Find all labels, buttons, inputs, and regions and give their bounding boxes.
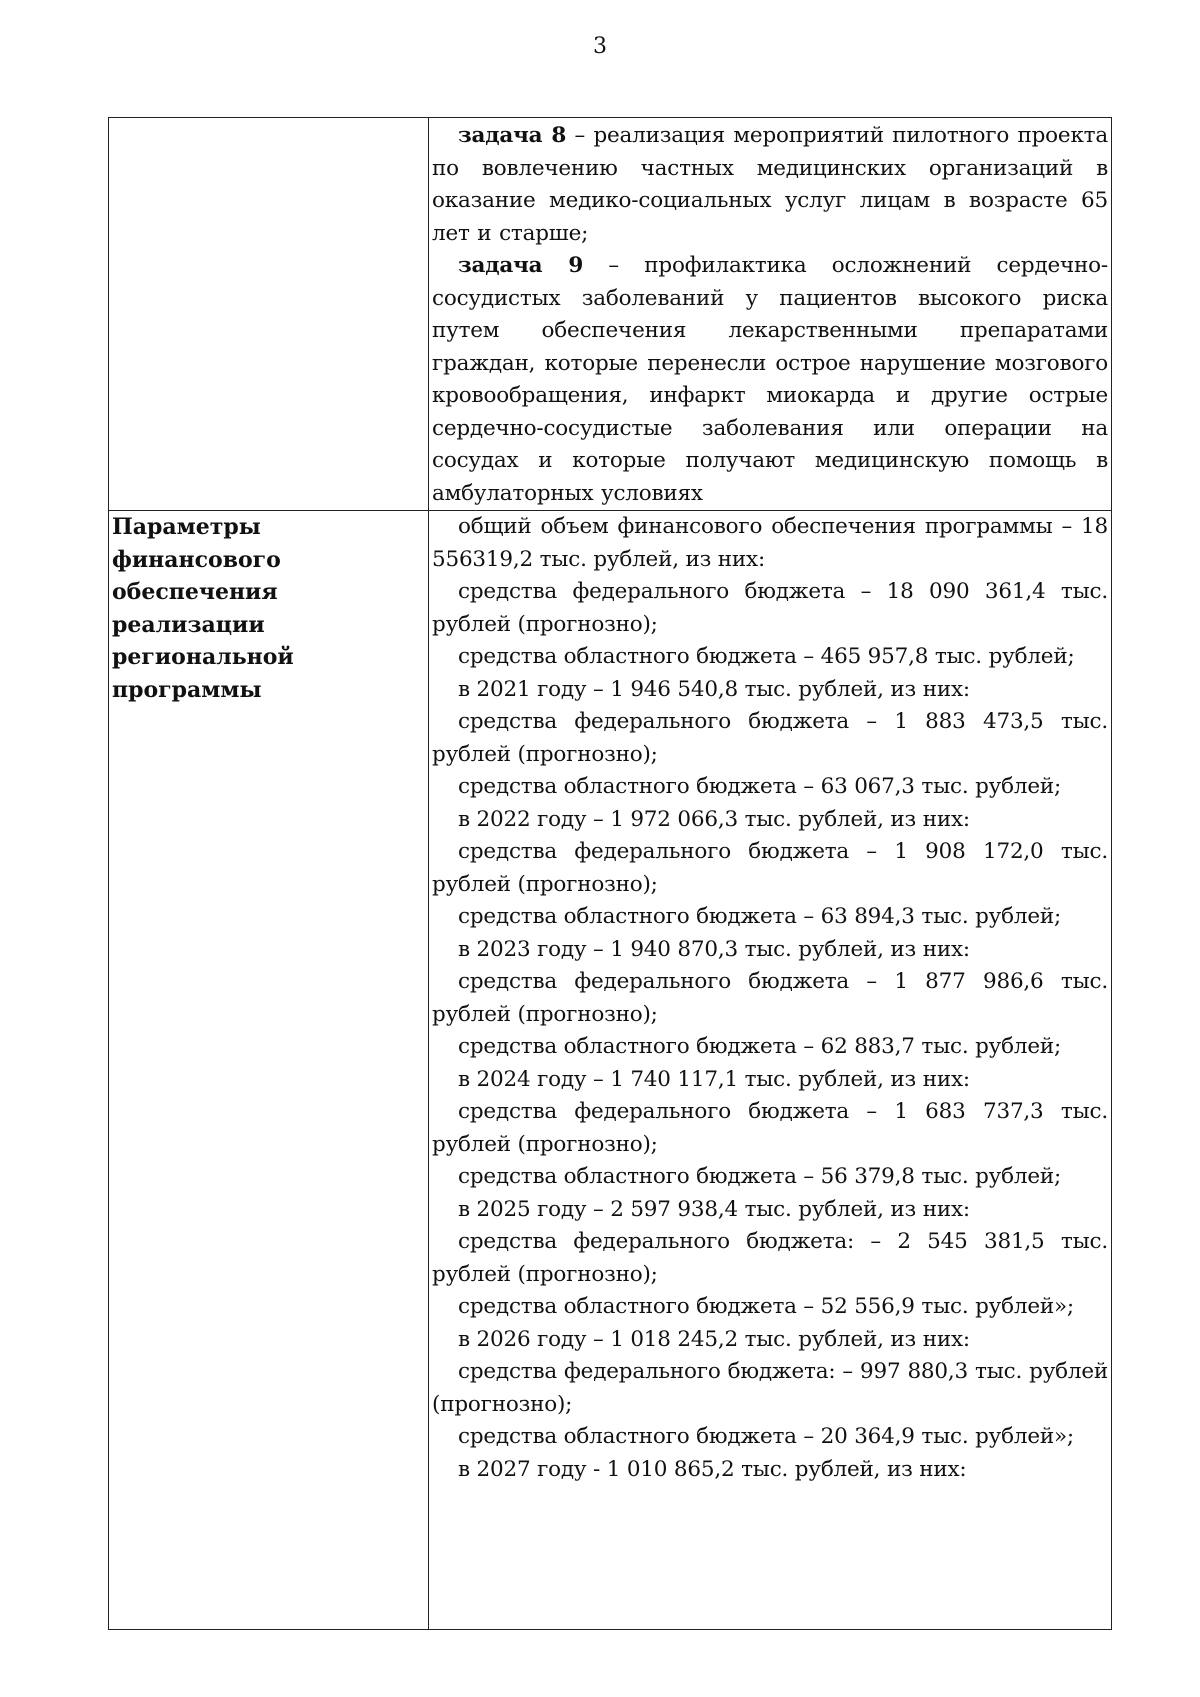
finance-item: средства областного бюджета – 52 556,9 тыс. рублей»; — [458, 1294, 1074, 1319]
finance-item: средства федерального бюджета – 1 908 172,0 тыс. рублей (прогнозно); — [432, 839, 1108, 897]
finance-item: средства федерального бюджета: – 2 545 381,5 тыс. рублей (прогнозно); — [432, 1229, 1108, 1287]
finance-year-2024: в 2024 году – 1 740 117,1 тыс. рублей, из них: — [458, 1066, 970, 1092]
task-8-paragraph — [432, 120, 1108, 250]
finance-year-2025: в 2025 году – 2 597 938,4 тыс. рублей, из них: — [458, 1196, 970, 1222]
task-9-text: – профилактика осложнений сердечно-сосудистых заболеваний у пациентов высокого риска путем обеспечения лекарственными препаратами граждан, которые перенесли острое нарушение мозгового кровообращения, инфаркт миокарда и другие острые сердечно-сосудистые заболевания или операции на сосудах и которые получают медицинскую помощь в амбулаторных условиях — [432, 253, 1108, 506]
task-9-label: задача 9 — [458, 253, 584, 278]
finance-heading-line: региональной — [112, 644, 294, 670]
finance-year-2021: в 2021 году – 1 946 540,8 тыс. рублей, из них: — [458, 676, 970, 702]
finance-content-cell — [429, 511, 1112, 1630]
finance-item: средства областного бюджета – 63 067,3 тыс. рублей; — [458, 774, 1062, 799]
finance-item: средства областного бюджета – 20 364,9 тыс. рублей»; — [458, 1424, 1074, 1449]
finance-item: средства федерального бюджета – 1 877 986,6 тыс. рублей (прогнозно); — [432, 969, 1108, 1027]
task-8-label: задача 8 — [458, 123, 567, 148]
page-number: 3 — [593, 34, 607, 59]
finance-item: средства федерального бюджета – 1 883 473,5 тыс. рублей (прогнозно); — [432, 709, 1108, 767]
finance-heading-line: Параметры — [112, 514, 261, 540]
finance-item: средства федерального бюджета: – 997 880,3 тыс. рублей (прогнозно); — [432, 1359, 1108, 1417]
finance-item: средства федерального бюджета – 1 683 737,3 тыс. рублей (прогнозно); — [432, 1099, 1108, 1157]
finance-heading-line: обеспечения — [112, 579, 278, 605]
finance-total: общий объем финансового обеспечения программы – 18 556319,2 тыс. рублей, из них: — [432, 514, 1108, 572]
finance-item: средства областного бюджета – 56 379,8 тыс. рублей; — [458, 1164, 1062, 1189]
tasks-label-cell — [109, 118, 429, 511]
tasks-content-cell — [429, 118, 1112, 511]
finance-year-2027: в 2027 году - 1 010 865,2 тыс. рублей, из них: — [458, 1456, 967, 1482]
finance-year-2022: в 2022 году – 1 972 066,3 тыс. рублей, из них: — [458, 806, 970, 832]
table-row-finance — [109, 511, 1112, 1630]
finance-heading-line: финансового — [112, 546, 281, 573]
finance-heading-cell — [109, 511, 429, 1630]
finance-year-2023: в 2023 году – 1 940 870,3 тыс. рублей, из них: — [458, 936, 970, 962]
finance-item: средства областного бюджета – 63 894,3 тыс. рублей; — [458, 904, 1062, 929]
table-row-tasks — [109, 118, 1112, 511]
finance-year-2026: в 2026 году – 1 018 245,2 тыс. рублей, из них: — [458, 1326, 970, 1352]
finance-heading-line: реализации — [112, 611, 265, 638]
finance-heading-line: программы — [112, 676, 262, 703]
task-8-text: – реализация мероприятий пилотного проекта по вовлечению частных медицинских организаций в оказание медико-социальных услуг лицам в возрасте 65 лет и старше; — [432, 123, 1108, 246]
finance-item: средства областного бюджета – 465 957,8 тыс. рублей; — [458, 644, 1075, 669]
finance-item: средства областного бюджета – 62 883,7 тыс. рублей; — [458, 1034, 1062, 1059]
task-9-paragraph — [432, 250, 1108, 510]
program-passport-table — [108, 117, 1112, 1630]
finance-item: средства федерального бюджета – 18 090 361,4 тыс. рублей (прогнозно); — [432, 579, 1108, 637]
